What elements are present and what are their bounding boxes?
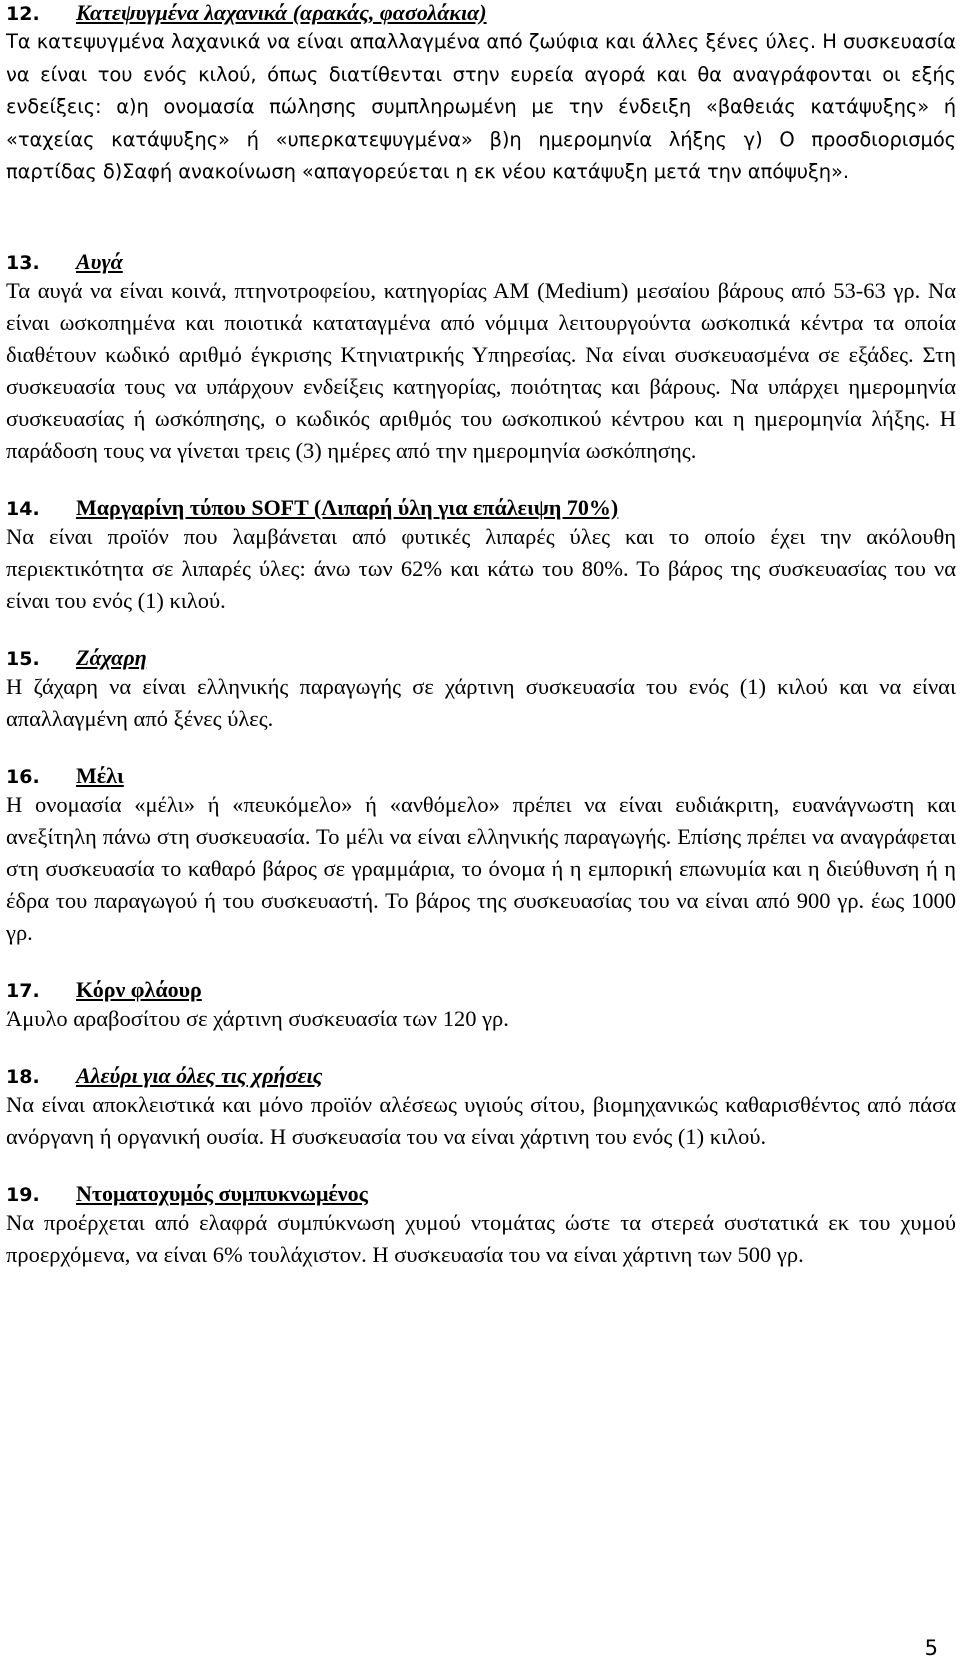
section-heading [6, 977, 956, 1003]
section-heading [6, 249, 956, 275]
section-body: Η ονομασία «μέλι» ή «πευκόμελο» ή «ανθόμελο» πρέπει να είναι ευδιάκριτη, ευανάγνωστη και ανεξίτηλη πάνω στη συσκευασία. Το μέλι να είναι ελληνικής παραγωγής. Επίσης πρέπει να αναγράφεται στη συσκευασία το καθαρό βάρος σε γραμμάρια, το όνομα ή η εμπορική επωνυμία και η διεύθυνση ή η έδρα του παραγωγού ή του συσκευαστή. Το βάρος της συσκευασίας του να είναι από 900 γρ. έως 1000 γρ. [6, 791, 956, 945]
section-number: 16. [6, 765, 40, 788]
section-number: 17. [6, 979, 40, 1002]
section-body: Τα αυγά να είναι κοινά, πτηνοτροφείου, κατηγορίας ΑΜ (Medium) μεσαίου βάρους από 53-63 γρ. Να είναι ωσκοπημένα και ποιοτικά καταταγμένα από νόμιμα λειτουργούντα ωσκοπικά κέντρα τα οποία διαθέτουν κωδικό αριθμό έγκρισης Κτηνιατρικής Υπηρεσίας. Να είναι συσκευασμένα σε εξάδες. Στη συσκευασία τους να υπάρχουν ενδείξεις κατηγορίας, ποιότητας και βάρους. Να υπάρχει ημερομηνία συσκευασίας ή ωσκόπησης, ο κωδικός αριθμός του ωσκοπικού κέντρου και η ημερομηνία λήξης. Η παράδοση τους να γίνεται τρεις (3) ημέρες από την ημερομηνία ωσκόπησης. [6, 277, 956, 463]
section-title: Ζάχαρη [76, 644, 147, 670]
section-title: Μέλι [76, 762, 124, 788]
section-heading [6, 1063, 956, 1089]
section-number: 19. [6, 1183, 40, 1206]
section-heading [6, 1181, 956, 1207]
section-body: Να προέρχεται από ελαφρά συμπύκνωση χυμού ντομάτας ώστε τα στερεά συστατικά εκ του χυμού προερχόμενα, να είναι 6% τουλάχιστον. Η συσκευασία του να είναι χάρτινη των 500 γρ. [6, 1209, 956, 1267]
section-13 [6, 249, 956, 467]
section-body: Να είναι αποκλειστικά και μόνο προϊόν αλέσεως υγιούς σίτου, βιομηχανικώς καθαρισθέντος από πάσα ανόργανη ή οργανική ουσία. Η συσκευασία του να είναι χάρτινη του ενός (1) κιλού. [6, 1091, 956, 1149]
section-number: 13. [6, 251, 40, 274]
page-number: 5 [924, 1636, 938, 1660]
section-18 [6, 1063, 956, 1153]
section-title: Αυγά [76, 248, 123, 274]
section-title: Ντοματοχυμός συμπυκνωμένος [76, 1180, 368, 1206]
section-body: Να είναι προϊόν που λαμβάνεται από φυτικές λιπαρές ύλες και το οποίο έχει την ακόλουθη περιεκτικότητα σε λιπαρές ύλες: άνω των 62% και κάτω του 80%. Το βάρος της συσκευασίας του να είναι του ενός (1) κιλού. [6, 523, 956, 613]
section-title: Κατεψυγμένα λαχανικά (αρακάς, φασολάκια) [76, 0, 487, 25]
section-number: 18. [6, 1065, 40, 1088]
section-title: Κόρν φλάουρ [76, 976, 202, 1002]
section-number: 14. [6, 497, 40, 520]
section-heading [6, 763, 956, 789]
section-17 [6, 977, 956, 1035]
section-body: Άμυλο αραβοσίτου σε χάρτινη συσκευασία των 120 γρ. [6, 1005, 509, 1031]
section-heading [6, 0, 956, 26]
section-body: Η ζάχαρη να είναι ελληνικής παραγωγής σε χάρτινη συσκευασία του ενός (1) κιλού και να είναι απαλλαγμένη από ξένες ύλες. [6, 673, 956, 731]
section-title: Αλεύρι για όλες τις χρήσεις [76, 1062, 323, 1088]
section-heading [6, 495, 956, 521]
section-15 [6, 645, 956, 735]
section-number: 15. [6, 647, 40, 670]
section-14 [6, 495, 956, 617]
section-16 [6, 763, 956, 949]
section-19 [6, 1181, 956, 1271]
section-12 [6, 0, 956, 189]
section-body: Τα κατεψυγμένα λαχανικά να είναι απαλλαγμένα από ζωύφια και άλλες ξένες ύλες. Η συσκευασία να είναι του ενός κιλού, όπως διατίθενται στην ευρεία αγορά και θα αναγράφονται οι εξής ενδείξεις: α)η ονομασία πώλησης συμπληρωμένη με την ένδειξη «βαθειάς κατάψυξης» ή «ταχείας κατάψυξης» ή «υπερκατεψυγμένα» β)η ημερομηνία λήξης γ) Ο προσδιορισμός παρτίδας δ)Σαφή ανακοίνωση «απαγορεύεται η εκ νέου κατάψυξη μετά την απόψυξη». [6, 30, 956, 183]
section-heading [6, 645, 956, 671]
document-page [6, 0, 956, 1271]
section-title: Μαργαρίνη τύπου SOFT (Λιπαρή ύλη για επάλειψη 70%) [76, 494, 619, 520]
section-number: 12. [6, 3, 40, 25]
